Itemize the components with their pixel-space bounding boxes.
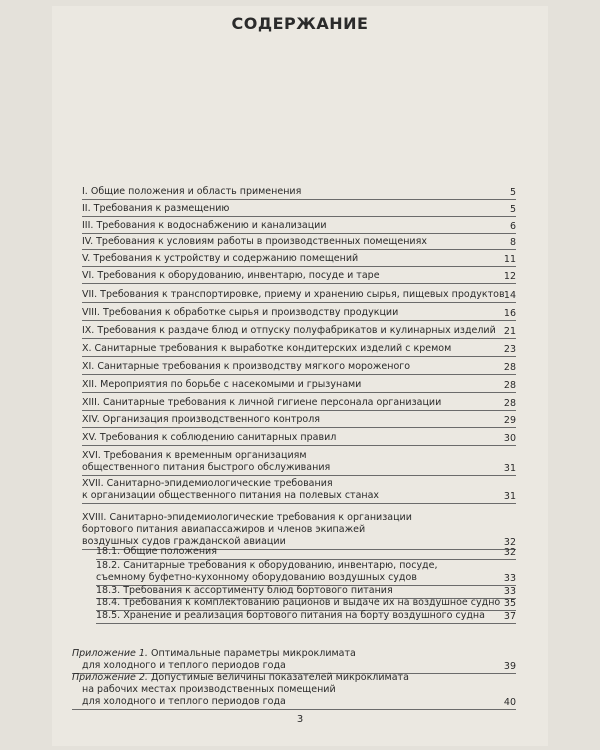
- toc-leader-line: [82, 283, 516, 284]
- toc-page-number: 12: [503, 271, 516, 282]
- toc-entry-text: съемному буфетно-кухонному оборудованию воздушных судов: [96, 572, 417, 583]
- toc-subentry: [96, 610, 516, 622]
- toc-entry-text: 18.4. Требования к комплектованию рационов и выдаче их на воздушное судно: [96, 597, 501, 608]
- toc-entry-text: общественного питания быстрого обслуживания: [82, 462, 331, 473]
- toc-subentry: [96, 585, 516, 597]
- toc-entry: [82, 432, 516, 444]
- toc-page-number: 6: [509, 221, 516, 232]
- toc-appendix: [72, 648, 516, 672]
- toc-entry-text: XVII. Санитарно-эпидемиологические требования: [82, 478, 333, 489]
- toc-page-number: 31: [503, 491, 516, 502]
- book-page: [52, 6, 548, 746]
- toc-entry: [82, 379, 516, 391]
- toc-entry-text: для холодного и теплого периодов года: [82, 696, 286, 707]
- toc-entry-text: для холодного и теплого периодов года: [82, 660, 286, 671]
- appendix-label: Приложение 2.: [72, 672, 151, 683]
- toc-page-number: 33: [503, 586, 516, 597]
- toc-page-number: 23: [503, 344, 516, 355]
- toc-page-number: 32: [503, 547, 516, 558]
- toc-leader-line: [82, 445, 516, 446]
- toc-leader-line: [82, 374, 516, 375]
- toc-entry: [82, 186, 516, 198]
- toc-entry-text: XIII. Санитарные требования к личной гигиене персонала организации: [82, 397, 442, 408]
- toc-entry: [82, 343, 516, 355]
- toc-entry-text: IV. Требования к условиям работы в производственных помещениях: [82, 236, 427, 247]
- toc-entry-text: X. Санитарные требования к выработке кондитерских изделий с кремом: [82, 343, 452, 354]
- toc-entry: [82, 450, 516, 474]
- toc-entry: [82, 478, 516, 502]
- toc-subentry: [96, 560, 516, 584]
- toc-leader-line: [82, 410, 516, 411]
- toc-entry: [82, 220, 516, 232]
- toc-page-number: 39: [503, 661, 516, 672]
- toc-entry-text: на рабочих местах производственных помещений: [82, 684, 336, 695]
- toc-page-number: 32: [503, 537, 516, 548]
- toc-leader-line: [82, 356, 516, 357]
- toc-entry: [82, 203, 516, 215]
- toc-leader-line: [82, 338, 516, 339]
- toc-entry-text: 18.2. Санитарные требования к оборудованию, инвентарю, посуде,: [96, 560, 438, 571]
- toc-entry-text: III. Требования к водоснабжению и канализации: [82, 220, 327, 231]
- toc-page-number: 5: [509, 204, 516, 215]
- toc-entry-text: I. Общие положения и область применения: [82, 186, 302, 197]
- toc-entry-text: 18.1. Общие положения: [96, 546, 217, 557]
- toc-entry: [82, 289, 516, 301]
- toc-entry-text: II. Требования к размещению: [82, 203, 230, 214]
- toc-entry-text: IX. Требования к раздаче блюд и отпуску полуфабрикатов и кулинарных изделий: [82, 325, 496, 336]
- page-number: 3: [296, 714, 304, 725]
- toc-leader-line: [82, 503, 516, 504]
- toc-entry-text: VII. Требования к транспортировке, приему и хранению сырья, пищевых продуктов: [82, 289, 505, 300]
- toc-page-number: 40: [503, 697, 516, 708]
- toc-leader-line: [82, 266, 516, 267]
- toc-entry-text: XVIII. Санитарно-эпидемиологические требования к организации: [82, 512, 412, 523]
- toc-entry: [82, 270, 516, 282]
- toc-entry-text: XI. Санитарные требования к производству мягкого мороженого: [82, 361, 411, 372]
- toc-leader-line: [82, 392, 516, 393]
- toc-page-number: 28: [503, 398, 516, 409]
- toc-leader-line: [82, 216, 516, 217]
- toc-page-number: 21: [503, 326, 516, 337]
- toc-leader-line: [82, 233, 516, 234]
- toc-page-number: 16: [503, 308, 516, 319]
- toc-entry: [82, 361, 516, 373]
- toc-entry-text: 18.3. Требования к ассортименту блюд бортового питания: [96, 585, 393, 596]
- toc-page-number: 35: [503, 598, 516, 609]
- toc-entry: [82, 253, 516, 265]
- toc-subentry: [96, 546, 516, 558]
- toc-page-number: 11: [503, 254, 516, 265]
- toc-entry-text: к организации общественного питания на полевых станах: [82, 490, 380, 501]
- toc-page-number: 5: [509, 187, 516, 198]
- toc-entry-text: XV. Требования к соблюдению санитарных правил: [82, 432, 337, 443]
- toc-leader-line: [82, 320, 516, 321]
- toc-entry-text: 18.5. Хранение и реализация бортового питания на борту воздушного судна: [96, 610, 485, 621]
- page-title: СОДЕРЖАНИЕ: [231, 14, 369, 33]
- toc-leader-line: [82, 302, 516, 303]
- toc-page-number: 37: [503, 611, 516, 622]
- toc-page-number: 28: [503, 362, 516, 373]
- toc-page-number: 29: [503, 415, 516, 426]
- toc-leader-line: [82, 199, 516, 200]
- toc-entry-text: VI. Требования к оборудованию, инвентарю, посуде и таре: [82, 270, 380, 281]
- toc-entry: [82, 397, 516, 409]
- toc-leader-line: [82, 475, 516, 476]
- toc-entry-text: Оптимальные параметры микроклимата: [150, 648, 356, 659]
- toc-leader-line: [72, 709, 516, 710]
- appendix-label: Приложение 1.: [72, 648, 151, 659]
- toc-page-number: 30: [503, 433, 516, 444]
- toc-entry-text: V. Требования к устройству и содержанию помещений: [82, 253, 359, 264]
- toc-page-number: 14: [503, 290, 516, 301]
- toc-entry-text: бортового питания авиапассажиров и членов экипажей: [82, 524, 366, 535]
- toc-entry: [82, 414, 516, 426]
- toc-leader-line: [82, 249, 516, 250]
- toc-entry: [82, 512, 516, 548]
- toc-leader-line: [82, 427, 516, 428]
- toc-page-number: 28: [503, 380, 516, 391]
- toc-entry: [82, 325, 516, 337]
- toc-entry-text: воздушных судов гражданской авиации: [82, 536, 286, 547]
- toc-entry-text: XVI. Требования к временным организациям: [82, 450, 307, 461]
- toc-page-number: 33: [503, 573, 516, 584]
- toc-subentry: [96, 597, 516, 609]
- toc-appendix: [72, 672, 516, 708]
- toc-entry-text: VIII. Требования к обработке сырья и производству продукции: [82, 307, 399, 318]
- toc-page-number: 31: [503, 463, 516, 474]
- toc-entry-text: XII. Мероприятия по борьбе с насекомыми и грызунами: [82, 379, 362, 390]
- toc-entry: [82, 236, 516, 248]
- toc-entry-text: Допустимые величины показателей микроклимата: [150, 672, 409, 683]
- toc-entry: [82, 307, 516, 319]
- toc-entry-text: XIV. Организация производственного контроля: [82, 414, 321, 425]
- toc-leader-line: [96, 623, 516, 624]
- toc-page-number: 8: [509, 237, 516, 248]
